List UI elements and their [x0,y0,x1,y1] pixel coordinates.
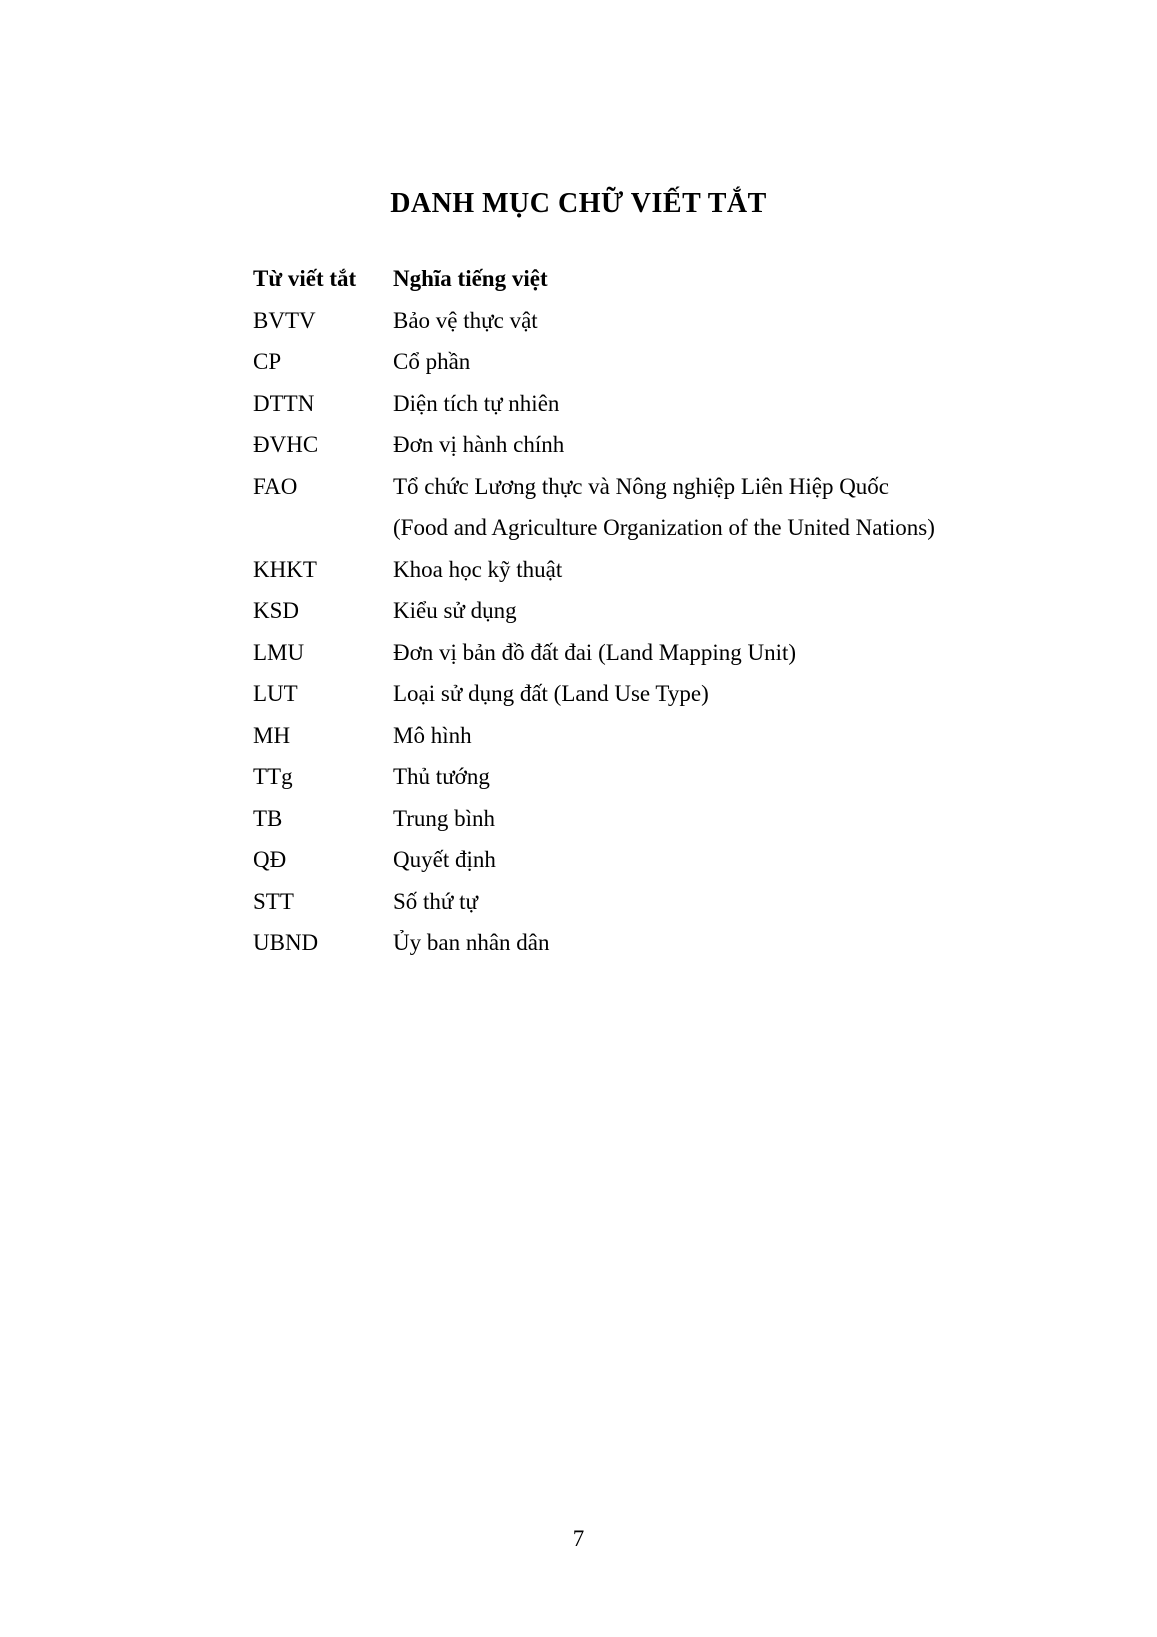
abbr-term: KSD [253,598,300,623]
abbr-meaning: Kiểu sử dụng [393,598,517,623]
abbr-row-lut [253,673,1077,715]
abbr-row-ttg [253,756,1077,798]
abbr-row-khkt [253,549,1077,591]
abbr-meaning: Tổ chức Lương thực và Nông nghiệp Liên Hiệp Quốc [393,473,890,499]
header-abbr: Từ viết tắt [253,266,357,291]
page-title: DANH MỤC CHỮ VIẾT TẮT [390,188,767,219]
abbr-term: BVTV [253,307,316,333]
abbr-meaning: Diện tích tự nhiên [393,390,560,416]
abbr-row-dvhc [253,424,1077,466]
abbr-row-fao [253,466,1077,508]
abbr-term: LUT [253,681,298,706]
abbr-term: STT [253,888,294,914]
abbr-row-ksd [253,590,1077,632]
abbr-row-stt [253,881,1077,923]
abbr-meaning: Thủ tướng [393,764,490,789]
abbr-term: ĐVHC [253,432,319,457]
abbr-term: TB [253,805,283,831]
abbr-row-fao-english [253,507,1077,549]
abbr-row-lmu [253,632,1077,674]
abbr-term: DTTN [253,390,315,416]
page-number: 7 [572,1526,585,1551]
abbr-row-tb [253,798,1077,840]
abbr-row-dttn [253,383,1077,425]
abbr-meaning: Quyết định [393,847,496,872]
abbr-meaning: Bảo vệ thực vật [393,307,538,333]
abbr-meaning: Số thứ tự [393,888,479,914]
abbr-meaning: Đơn vị hành chính [393,432,565,457]
abbreviation-list [253,258,1077,964]
abbr-meaning: Loại sử dụng đất (Land Use Type) [393,681,709,706]
abbr-term: TTg [253,764,293,789]
abbr-meaning: Khoa học kỹ thuật [393,556,563,582]
abbr-row-ubnd [253,922,1077,964]
abbr-meaning: Mô hình [393,722,472,748]
abbr-term: KHKT [253,556,317,582]
header-meaning: Nghĩa tiếng việt [393,266,548,291]
abbr-meaning: Trung bình [393,805,496,831]
abbreviation-header-row [253,258,1077,300]
abbr-meaning-continuation: (Food and Agriculture Organization of the United Nations) [393,515,935,540]
abbr-row-mh [253,715,1077,757]
abbr-term: QĐ [253,847,287,872]
abbr-row-qd [253,839,1077,881]
abbr-term: CP [253,349,282,374]
abbr-term: UBND [253,930,319,955]
abbr-meaning: Đơn vị bản đồ đất đai (Land Mapping Unit) [393,639,797,665]
abbr-row-cp [253,341,1077,383]
abbr-term: FAO [253,473,298,499]
abbr-term: MH [253,722,291,748]
abbr-row-bvtv [253,300,1077,342]
abbr-meaning: Ủy ban nhân dân [393,930,550,955]
abbr-meaning: Cổ phần [393,349,471,374]
abbr-term: LMU [253,639,305,665]
